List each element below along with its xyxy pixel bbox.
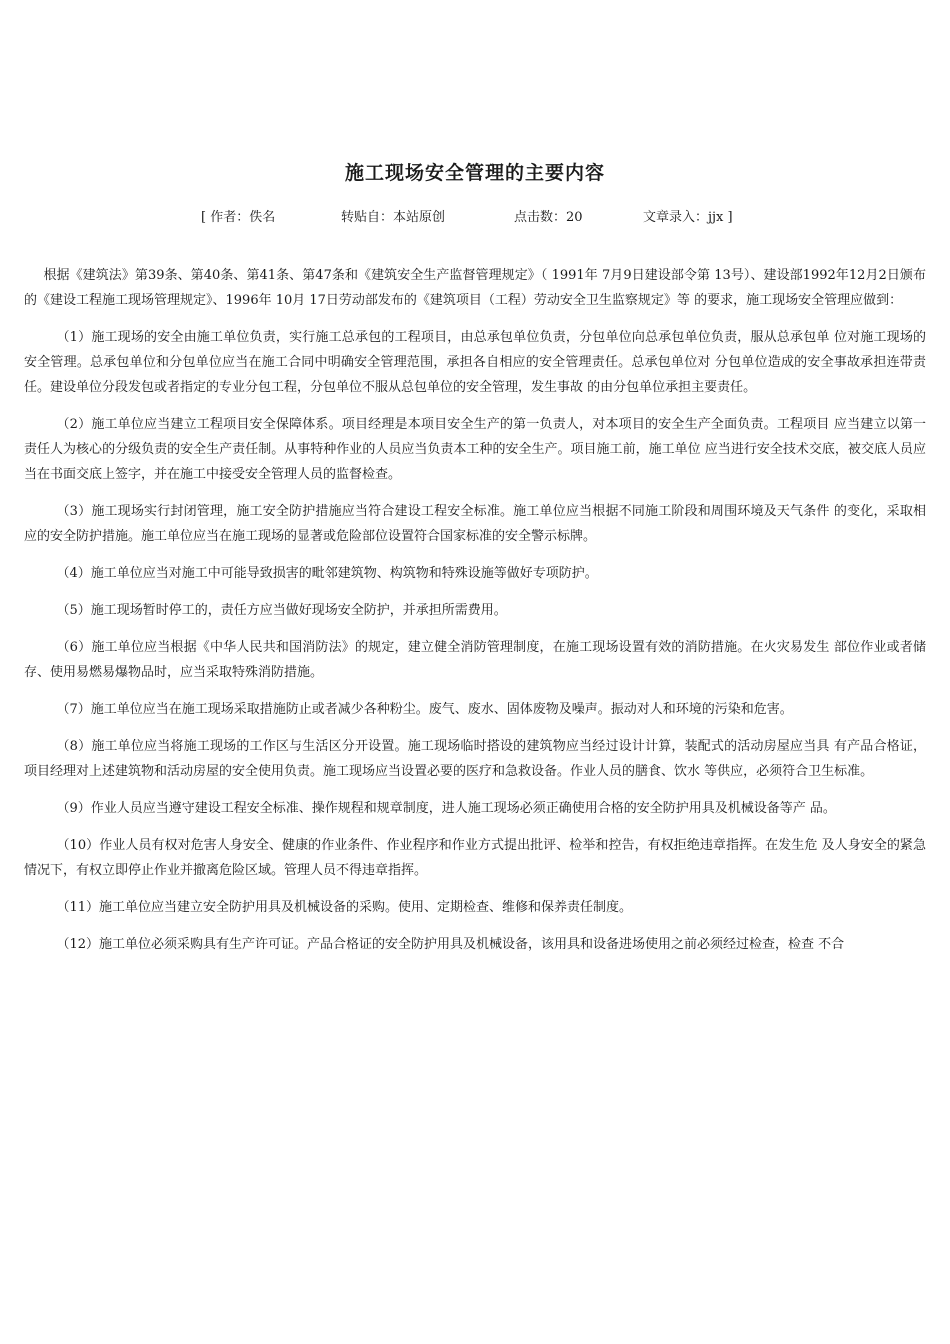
paragraph-item: （8）施工单位应当将施工现场的工作区与生活区分开设置。施工现场临时搭设的建筑物应当经过设计计算，装配式的活动房屋应当具 有产品合格证，项目经理对上述建筑物和活动房屋的安全使用负责。施工现场应当设置必要的医疗和急救设备。作业人员的膳食、饮水 等供应，必须符合卫生标准。 [24, 739, 926, 779]
paragraph-item: （10）作业人员有权对危害人身安全、健康的作业条件、作业程序和作业方式提出批评、检举和控告，有权拒绝违章指挥。在发生危 及人身安全的紧急情况下，有权立即停止作业并撤离危险区域。管理人员不得违章指挥。 [24, 838, 926, 878]
meta-clicks: 点击数：20 [514, 210, 583, 225]
paragraph-item: （3）施工现场实行封闭管理，施工安全防护措施应当符合建设工程安全标准。施工单位应当根据不同施工阶段和周围环境及天气条件 的变化，采取相应的安全防护措施。施工单位应当在施工现场的显著或危险部位设置符合国家标准的安全警示标牌。 [24, 504, 926, 544]
paragraph-item: （1）施工现场的安全由施工单位负责，实行施工总承包的工程项目，由总承包单位负责，分包单位向总承包单位负责，服从总承包单 位对施工现场的安全管理。总承包单位和分包单位应当在施工合同中明确安全管理范围，承担各自相应的安全管理责任。总承包单位对 分包单位造成的安全事故承担连带责任。建设单位分段发包或者指定的专业分包工程，分包单位不服从总包单位的安全管理，发生事故 的由分包单位承担主要责任。 [24, 330, 926, 395]
paragraph-item: （5）施工现场暂时停工的，责任方应当做好现场安全防护，并承担所需费用。 [56, 603, 507, 618]
paragraph-item: （7）施工单位应当在施工现场采取措施防止或者减少各种粉尘。废气、废水、固体废物及噪声。振动对人和环境的污染和危害。 [56, 702, 793, 717]
meta-source: 转贴自：本站原创 [341, 210, 446, 225]
page-title: 施工现场安全管理的主要内容 [344, 162, 605, 184]
article-body [24, 263, 926, 969]
meta-author: [ 作者：佚名 [201, 210, 276, 225]
meta-editor: 文章录入：jjx ] [643, 210, 733, 225]
paragraph-item: （9）作业人员应当遵守建设工程安全标准、操作规程和规章制度，进人施工现场必须正确使用合格的安全防护用具及机械设备等产 品。 [56, 801, 836, 816]
paragraph-item: （12）施工单位必须采购具有生产许可证。产品合格证的安全防护用具及机械设备，该用具和设备进场使用之前必须经过检查，检查 不合 [56, 937, 845, 952]
paragraph-item: （11）施工单位应当建立安全防护用具及机械设备的采购。使用、定期检查、维修和保养责任制度。 [56, 900, 633, 915]
paragraph-item: （6）施工单位应当根据《中华人民共和国消防法》的规定，建立健全消防管理制度，在施工现场设置有效的消防措施。在火灾易发生 部位作业或者储存、使用易燃易爆物品时，应当采取特殊消防措施。 [24, 640, 926, 680]
paragraph-intro: 根据《建筑法》第39条、第40条、第41条、第47条和《建筑安全生产监督管理规定》（ 1991年 7月9日建设部令第 13号）、建设部1992年12月2日颁布的《建设工程施工现场管理规定》、1996年 10月 17日劳动部发布的《建筑项目（工程）劳动安全卫生监察规定》等 的要求，施工现场安全管理应做到： [24, 268, 926, 308]
paragraph-item: （4）施工单位应当对施工中可能导致损害的毗邻建筑物、构筑物和特殊设施等做好专项防护。 [56, 566, 598, 581]
paragraph-item: （2）施工单位应当建立工程项目安全保障体系。项目经理是本项目安全生产的第一负责人，对本项目的安全生产全面负责。工程项目 应当建立以第一责任人为核心的分级负责的安全生产责任制。从事特种作业的人员应当负责本工种的安全生产。项目施工前，施工单位 应当进行安全技术交底，被交底人员应当在书面交底上签字，并在施工中接受安全管理人员的监督检查。 [24, 417, 926, 482]
